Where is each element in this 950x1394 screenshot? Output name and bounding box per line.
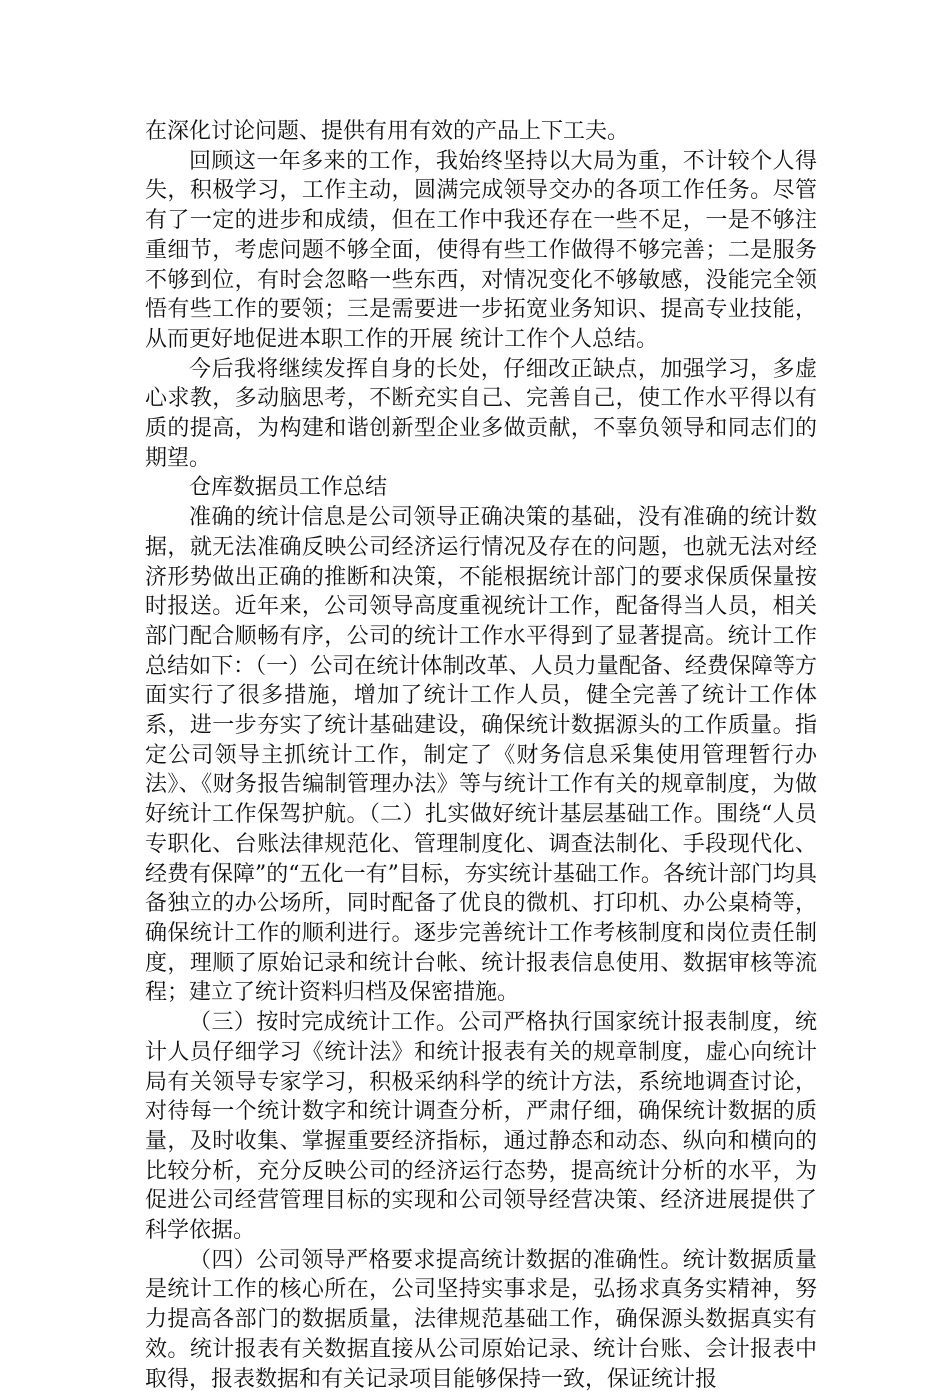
paragraph: 在深化讨论问题、提供有用有效的产品上下工夫。	[145, 119, 630, 144]
section-heading: 仓库数据员工作总结	[189, 475, 388, 501]
paragraph: 今后我将继续发挥自身的长处，仔细改正缺点，加强学习，多虚心求教，多动脑思考，不断充实自己、完善自己，使工作水平得以有质的提高，为构建和谐创新型企业多做贡献，不辜负领导和同志们的期望。	[145, 356, 817, 471]
document-body	[145, 117, 817, 1394]
paragraph: 准确的统计信息是公司领导正确决策的基础，没有准确的统计数据，就无法准确反映公司经济运行情况及存在的问题，也就无法对经济形势做出正确的推断和决策，不能根据统计部门的要求保质保量按时报送。近年来，公司领导高度重视统计工作，配备得当人员，相关部门配合顺畅有序，公司的统计工作水平得到了显著提高。统计工作总结如下：（一）公司在统计体制改革、人员力量配备、经费保障等方面实行了很多措施，增加了统计工作人员，健全完善了统计工作体系，进一步夯实了统计基础建设，确保统计数据源头的工作质量。指定公司领导主抓统计工作，制定了《财务信息采集使用管理暂行办法》、《财务报告编制管理办法》等与统计工作有关的规章制度，为做好统计工作保驾护航。（二）扎实做好统计基层基础工作。围绕“人员专职化、台账法律规范化、管理制度化、调查法制化、手段现代化、经费有保障”的“五化一有”目标，夯实统计基础工作。各统计部门均具备独立的办公场所，同时配备了优良的微机、打印机、办公桌椅等，确保统计工作的顺利进行。逐步完善统计工作考核制度和岗位责任制度，理顺了原始记录和统计台帐、统计报表信息使用、数据审核等流程；建立了统计资料归档及保密措施。	[145, 505, 817, 1006]
paragraph: （四）公司领导严格要求提高统计数据的准确性。统计数据质量是统计工作的核心所在，公司坚持实事求是，弘扬求真务实精神，努力提高各部门的数据质量，法律规范基础工作，确保源头数据真实有效。统计报表有关数据直接从公司原始记录、统计台账、会计报表中取得，报表数据和有关记录项目能够保持一致，保证统计报	[145, 1247, 817, 1392]
paragraph: 回顾这一年多来的工作，我始终坚持以大局为重，不计较个人得失，积极学习，工作主动，圆满完成领导交办的各项工作任务。尽管有了一定的进步和成绩，但在工作中我还存在一些不足，一是不够注重细节，考虑问题不够全面，使得有些工作做得不够完善；二是服务不够到位，有时会忽略一些东西，对情况变化不够敏感，没能完全领悟有些工作的要领；三是需要进一步拓宽业务知识、提高专业技能，从而更好地促进本职工作的开展 统计工作个人总结。	[145, 148, 817, 352]
paragraph: （三）按时完成统计工作。公司严格执行国家统计报表制度，统计人员仔细学习《统计法》和统计报表有关的规章制度，虚心向统计局有关领导专家学习，积极采纳科学的统计方法，系统地调查讨论，对待每一个统计数字和统计调查分析，严肃仔细，确保统计数据的质量，及时收集、掌握重要经济指标，通过静态和动态、纵向和横向的比较分析，充分反映公司的经济运行态势，提高统计分析的水平，为促进公司经营管理目标的实现和公司领导经营决策、经济进展提供了科学依据。	[145, 1010, 817, 1244]
